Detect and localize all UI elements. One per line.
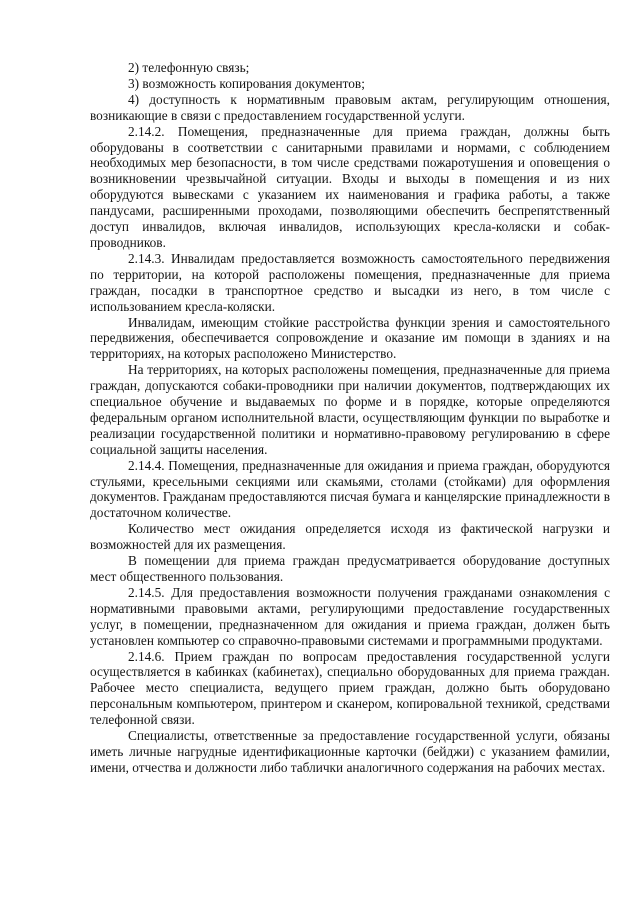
paragraph-2-14-4: 2.14.4. Помещения, предназначенные для ожидания и приема граждан, оборудуются стульями, кресельными секциями или скамьями, столами (стойками) для оформления документов. Гражданам предоставляются писчая бумага и канцелярские принадлежности в достаточном количестве. (90, 457, 610, 521)
document-body (90, 60, 610, 776)
paragraph-2-14-2: 2.14.2. Помещения, предназначенные для приема граждан, должны быть оборудованы в соответствии с санитарными правилами и нормами, с соблюдением необходимых мер безопасности, в том числе средствами пожаротушения и оповещения о возникновении чрезвычайной ситуации. Входы и выходы в помещения и из них оборудуются вывесками с указанием их наименования и графика работы, а также пандусами, расширенными проходами, позволяющими обеспечить беспрепятственный доступ инвалидов, включая инвалидов, использующих кресла-коляски и собак-проводников. (90, 123, 610, 250)
paragraph-2-14-6: 2.14.6. Прием граждан по вопросам предоставления государственной услуги осуществляется в кабинках (кабинетах), специально оборудованных для приема граждан. Рабочее место специалиста, ведущего прием граждан, должно быть оборудовано персональным компьютером, принтером и сканером, копировальной техникой, средствами телефонной связи. (90, 648, 610, 728)
paragraph-copying: 3) возможность копирования документов; (128, 75, 365, 91)
paragraph-2-14-5: 2.14.5. Для предоставления возможности получения гражданами ознакомления с нормативными правовыми актами, регулирующими предоставление государственных услуг, в помещении, предназначенном для ожидания и приема граждан, должен быть установлен компьютер со справочно-правовыми системами и программными продуктами. (90, 584, 610, 648)
paragraph-telephone: 2) телефонную связь; (128, 60, 250, 75)
paragraph-specialists-badges: Специалисты, ответственные за предоставление государственной услуги, обязаны иметь личные нагрудные идентификационные карточки (бейджи) с указанием фамилии, имени, отчества и должности либо таблички аналогичного содержания на рабочих местах. (90, 728, 610, 775)
paragraph-guide-dogs: На территориях, на которых расположены помещения, предназначенные для приема граждан, допускаются собаки-проводники при наличии документов, подтверждающих их специальное обучение и выдаваемых по форме и в порядке, которые определяются федеральным органом исполнительной власти, осуществляющим функции по выработке и реализации государственной политики и нормативно-правовому регулированию в сфере социальной защиты населения. (90, 362, 610, 457)
paragraph-vision-impaired: Инвалидам, имеющим стойкие расстройства функции зрения и самостоятельного передвижения, обеспечивается сопровождение и оказание им помощи в зданиях и на территориях, на которых расположено Министерство. (90, 314, 610, 362)
paragraph-waiting-places: Количество мест ожидания определяется исходя из фактической нагрузки и возможностей для их размещения. (90, 521, 610, 553)
paragraph-legal-acts-access: 4) доступность к нормативным правовым актам, регулирующим отношения, возникающие в связи с предоставлением государственной услуги. (90, 91, 610, 123)
paragraph-public-facilities: В помещении для приема граждан предусматривается оборудование доступных мест общественного пользования. (90, 553, 610, 584)
paragraph-2-14-3: 2.14.3. Инвалидам предоставляется возможность самостоятельного передвижения по территории, на которой расположены помещения, предназначенные для приема граждан, посадки в транспортное средство и высадки из него, в том числе с использованием кресла-коляски. (90, 250, 610, 314)
